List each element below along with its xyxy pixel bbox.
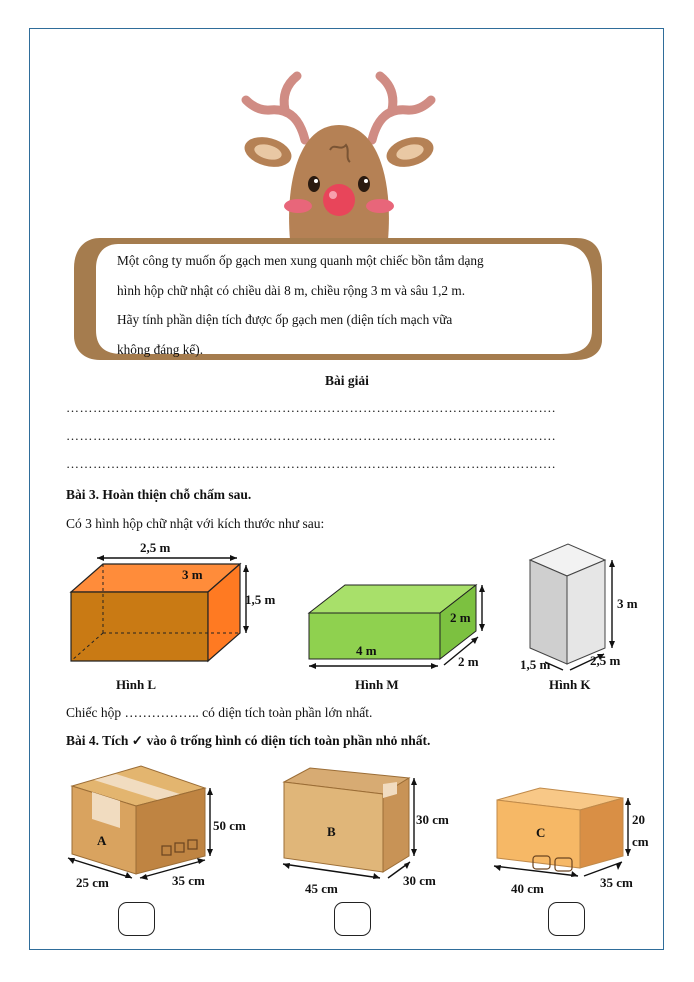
answer-line-3[interactable]: ……………………………………………………………………………………………….	[66, 456, 556, 471]
carton-b-height: 30 cm	[416, 812, 449, 827]
answer-line-2[interactable]: ……………………………………………………………………………………………….	[66, 428, 556, 443]
box-m-length: 4 m	[356, 643, 377, 658]
box-m-name: Hình M	[355, 677, 399, 692]
problem-line-4: không đáng kể).	[117, 341, 204, 357]
carton-c-height-unit: cm	[632, 834, 649, 849]
carton-c-name: C	[536, 825, 546, 840]
carton-b-width: 30 cm	[403, 873, 436, 888]
exercise-4-title: Bài 4. Tích ✓ vào ô trống hình có diện tích toàn phần nhỏ nhất.	[66, 733, 431, 748]
carton-b-checkbox[interactable]	[334, 902, 371, 936]
carton-b-length: 45 cm	[305, 881, 338, 896]
problem-line-2: hình hộp chữ nhật có chiều dài 8 m, chiều rộng 3 m và sâu 1,2 m.	[117, 282, 466, 298]
box-k-name: Hình K	[549, 677, 591, 692]
box-l-width: 3 m	[182, 567, 203, 582]
carton-a-name: A	[97, 833, 107, 848]
problem-line-3: Hãy tính phần diện tích được ốp gạch men (diện tích mạch vữa	[117, 312, 453, 327]
box-m-width: 2 m	[458, 654, 479, 669]
problem-text	[117, 246, 557, 364]
solution-title: Bài giải	[325, 373, 369, 388]
carton-c-width: 35 cm	[600, 875, 633, 890]
carton-a-length: 25 cm	[76, 875, 109, 890]
problem-line-1: Một công ty muốn ốp gạch men xung quanh một chiếc bồn tắm dạng	[117, 253, 484, 268]
box-l-height: 1,5 m	[245, 592, 276, 607]
box-k-length: 1,5 m	[520, 657, 551, 672]
box-l-length: 2,5 m	[140, 540, 171, 555]
carton-c-figure	[0, 758, 694, 898]
exercise-3-intro: Có 3 hình hộp chữ nhật với kích thước như sau:	[66, 516, 325, 531]
carton-c-checkbox[interactable]	[548, 902, 585, 936]
exercise-3-answer: Chiếc hộp …………….. có diện tích toàn phần lớn nhất.	[66, 705, 373, 720]
carton-a-width: 35 cm	[172, 873, 205, 888]
carton-c-length: 40 cm	[511, 881, 544, 896]
box-m-height: 2 m	[450, 610, 471, 625]
carton-b-name: B	[327, 824, 336, 839]
exercise-3-title: Bài 3. Hoàn thiện chỗ chấm sau.	[66, 487, 252, 502]
reindeer-illustration	[0, 0, 694, 260]
carton-a-checkbox[interactable]	[118, 902, 155, 936]
box-l-name: Hình L	[116, 677, 157, 692]
answer-line-1[interactable]: ……………………………………………………………………………………………….	[66, 400, 556, 415]
carton-a-height: 50 cm	[213, 818, 246, 833]
box-k-width: 2,5 m	[590, 653, 621, 668]
carton-c-height-value: 20	[632, 812, 645, 827]
box-k-height: 3 m	[617, 596, 638, 611]
